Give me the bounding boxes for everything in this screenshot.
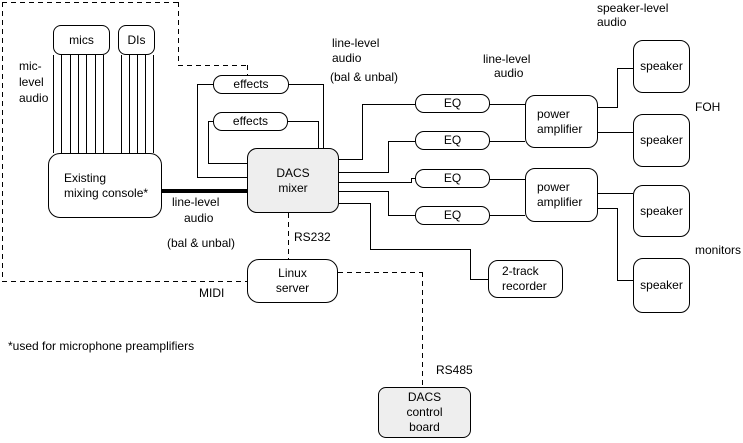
midi-dashed-path-right: [178, 2, 179, 66]
eq-in-label-line2: audio: [494, 66, 524, 80]
mic-cable: [53, 55, 54, 153]
speaker-label: speaker: [640, 133, 683, 147]
monitors-label: monitors: [695, 243, 742, 257]
connector: [617, 68, 618, 108]
connector: [488, 179, 525, 180]
dis-box: [118, 25, 155, 55]
control-board-box: [378, 387, 471, 438]
eq-box-3: [415, 169, 490, 188]
connector: [362, 104, 363, 160]
mic-cable: [78, 55, 79, 153]
console-to-mixer-line: [162, 189, 247, 193]
connector: [339, 182, 411, 183]
mixer-out-label-line1: line-level: [332, 36, 380, 50]
eq-box-1: [415, 94, 490, 113]
mic-level-label-line3: audio: [19, 91, 49, 105]
console-label-line2: mixing console*: [64, 185, 149, 200]
connector: [362, 104, 415, 105]
connector: [598, 132, 633, 133]
control-board-label-line1: DACS: [407, 390, 442, 404]
eq-label: EQ: [443, 133, 462, 147]
eq-label: EQ: [443, 208, 462, 222]
mixing-console-box: [48, 153, 162, 218]
speaker-box-3: [633, 185, 690, 237]
power-amp-label-line1: power: [537, 106, 570, 121]
midi-dashed-line: [2, 281, 247, 282]
power-amp-label-line1: power: [537, 180, 570, 194]
connector: [197, 84, 213, 85]
mixer-out-label-line2: audio: [332, 51, 362, 65]
mic-cable: [70, 55, 71, 153]
linux-server-box: [247, 259, 338, 303]
speaker-level-label-line2: audio: [597, 15, 627, 29]
mic-cable: [86, 55, 87, 153]
connector: [197, 84, 198, 177]
mic-level-label-line2: level: [19, 75, 44, 89]
mic-level-label-line1: mic-: [19, 59, 42, 73]
console-label-line1: Existing: [64, 170, 107, 185]
di-cable: [121, 55, 122, 153]
eq-box-2: [415, 131, 490, 150]
console-out-label-line1: line-level: [172, 195, 220, 209]
mics-box: [53, 25, 110, 55]
connector: [197, 177, 247, 178]
connector: [617, 280, 633, 281]
connector: [388, 141, 415, 142]
connector: [470, 279, 488, 280]
power-amp-label-line2: amplifier: [537, 121, 583, 136]
dis-label: DIs: [127, 32, 146, 47]
connector: [598, 208, 617, 209]
midi-label: MIDI: [199, 286, 225, 300]
speaker-box-1: [633, 40, 690, 93]
dacs-mixer-label-line2: mixer: [278, 180, 308, 195]
connector: [388, 141, 389, 173]
connector: [388, 215, 415, 216]
connector: [488, 104, 525, 105]
speaker-box-4: [633, 258, 690, 313]
effects-label: effects: [232, 114, 269, 128]
dacs-mixer-label-line1: DACS: [276, 165, 310, 180]
connector: [598, 107, 617, 108]
speaker-label: speaker: [640, 278, 683, 292]
connector: [323, 84, 324, 148]
rs485-dashed-line-v: [422, 272, 423, 387]
connector: [488, 141, 525, 142]
connector: [287, 121, 318, 122]
eq-label: EQ: [443, 96, 462, 110]
connector: [339, 159, 362, 160]
effects-box-1: [213, 75, 289, 94]
di-cable: [153, 55, 154, 153]
footnote-label: *used for microphone preamplifiers: [8, 339, 195, 353]
rs485-dashed-line-h: [338, 272, 423, 273]
eq-in-label-line1: line-level: [483, 52, 531, 66]
connector: [617, 208, 618, 280]
recorder-label-line1: 2-track: [502, 264, 539, 278]
mixer-out-label-line3: (bal & unbal): [330, 70, 399, 84]
connector: [370, 203, 371, 249]
speaker-label: speaker: [640, 59, 683, 73]
di-cable: [129, 55, 130, 153]
power-amp-box-1: [525, 95, 598, 148]
mic-cable: [61, 55, 62, 153]
eq-label: EQ: [443, 171, 462, 185]
midi-dashed-path-top: [2, 2, 178, 3]
power-amp-box-2: [525, 168, 598, 222]
console-out-label-line3: (bal & unbal): [167, 236, 236, 250]
foh-label: FOH: [695, 100, 721, 114]
rs232-dashed-line: [288, 213, 289, 259]
eq-box-4: [415, 206, 490, 225]
di-cable: [137, 55, 138, 153]
connector: [339, 172, 388, 173]
connector: [617, 68, 633, 69]
linux-server-label-line2: server: [275, 281, 310, 295]
connector: [370, 249, 470, 250]
connector: [488, 215, 525, 216]
connector: [388, 191, 389, 216]
rs485-label: RS485: [436, 363, 473, 377]
connector: [208, 163, 247, 164]
midi-dashed-path-mid: [178, 65, 248, 66]
speaker-label: speaker: [640, 203, 683, 218]
effects-box-2: [213, 112, 288, 131]
linux-server-label-line1: Linux: [278, 266, 307, 280]
rs232-label: RS232: [294, 230, 331, 244]
mics-label: mics: [69, 32, 94, 47]
recorder-label-line2: recorder: [502, 279, 547, 293]
mic-cable: [103, 55, 104, 153]
connector: [318, 121, 319, 148]
effects-label: effects: [233, 77, 269, 91]
control-board-label-line2: control: [406, 405, 443, 419]
midi-dashed-path-left: [2, 2, 3, 282]
speaker-box-2: [633, 114, 690, 167]
mic-cable: [95, 55, 96, 153]
console-out-label-line2: audio: [184, 211, 214, 225]
dacs-mixer-box: [247, 148, 339, 213]
connector: [470, 249, 471, 280]
di-cable: [145, 55, 146, 153]
control-board-label-line3: board: [409, 420, 440, 434]
recorder-box: [488, 260, 563, 298]
speaker-level-label-line1: speaker-level: [597, 1, 669, 15]
connector: [598, 193, 633, 194]
connector: [208, 121, 209, 163]
connector: [339, 191, 388, 192]
connector: [289, 84, 323, 85]
connector: [339, 203, 370, 204]
power-amp-label-line2: amplifier: [537, 195, 583, 209]
